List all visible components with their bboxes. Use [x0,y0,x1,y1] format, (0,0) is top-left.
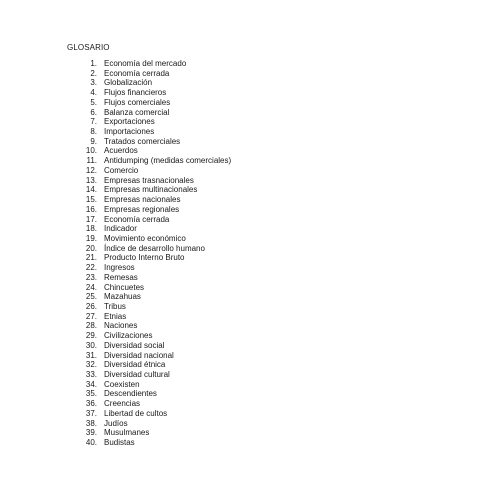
list-item-number: 12. [85,165,97,175]
list-item-text: Naciones [104,321,138,331]
list-item [80,215,231,225]
list-item-number: 11. [86,156,97,166]
list-item-text: Coexisten [104,379,140,389]
list-item-number: 7. [90,117,97,127]
list-item-text: Libertad de cultos [104,408,168,418]
list-item-number: 25. [85,292,97,302]
list-item [80,146,231,156]
list-item [80,78,231,88]
list-item-number: 26. [85,301,97,311]
list-item-text: Importaciones [104,127,155,137]
list-item-number: 8. [90,127,97,137]
list-item-number: 34. [85,379,97,389]
list-item-text: Budistas [104,438,135,448]
list-item-text: Descendientes [104,389,157,399]
list-item-text: Creencias [104,399,141,409]
list-item-text: Indicador [104,224,137,234]
list-item-text: Judíos [104,418,128,428]
list-item-text: Ingresos [104,263,135,273]
list-item-number: 38. [85,418,97,428]
list-item-number: 3. [90,78,97,88]
list-item [80,438,231,448]
list-item-number: 13. [85,175,97,185]
list-item-number: 17. [85,214,97,224]
list-item-text: Acuerdos [104,146,138,156]
page-title: GLOSARIO [67,43,110,52]
list-item-number: 10. [85,146,97,156]
list-item-text: Diversidad nacional [104,350,174,360]
list-item [80,234,231,244]
list-item [80,380,231,390]
list-item-text: Antidumping (medidas comerciales) [104,156,232,166]
list-item-text: Exportaciones [104,117,155,127]
list-item-number: 31. [85,350,97,360]
list-item [80,59,231,69]
list-item-text: Empresas trasnacionales [104,175,194,185]
list-item-text: Movimiento económico [104,233,186,243]
list-item-number: 24. [85,282,97,292]
list-item-number: 2. [90,68,97,78]
list-item [80,283,231,293]
list-item [80,263,231,273]
list-item-text: Balanza comercial [104,107,170,117]
list-item-number: 15. [85,195,97,205]
list-item-number: 32. [85,360,97,370]
list-item-text: Diversidad cultural [104,370,170,379]
list-item-text: Empresas multinacionales [104,185,198,195]
list-item [80,302,231,312]
list-item [80,341,231,351]
list-item-text: Comercio [104,165,139,175]
list-item-number: 20. [85,243,97,253]
list-item-number: 9. [90,136,97,146]
list-item [80,419,231,429]
list-item-number: 33. [85,370,97,379]
list-item [80,253,231,263]
list-item-number: 21. [85,253,97,263]
list-item [80,88,231,98]
list-item [80,292,231,302]
list-item-text: Economía cerrada [104,214,170,224]
list-item [80,360,231,370]
list-item [80,399,231,409]
list-item [80,370,231,380]
list-item-number: 36. [85,399,97,409]
list-item-text: Globalización [104,78,153,88]
list-item-number: 22. [85,263,97,273]
list-item-number: 28. [85,321,97,331]
list-item [80,244,231,254]
glossary-list [80,59,231,448]
list-item-number: 16. [85,204,97,214]
list-item-text: Diversidad social [104,340,165,350]
list-item-number: 14. [85,185,97,195]
list-item [80,117,231,127]
list-item-text: Civilizaciones [104,331,153,341]
list-item-number: 6. [90,107,97,117]
list-item-text: Etnias [104,311,127,321]
list-item [80,273,231,283]
list-item [80,312,231,322]
list-item-text: Tribus [104,301,126,311]
list-item [80,351,231,361]
list-item-text: Chincuetes [104,282,145,292]
list-item [80,127,231,137]
list-item [80,205,231,215]
list-item-number: 40. [85,438,97,448]
list-item [80,176,231,186]
list-item [80,185,231,195]
list-item [80,321,231,331]
list-item-text: Índice de desarrollo humano [104,243,205,253]
list-item-text: Empresas regionales [104,204,180,214]
list-item-number: 18. [85,224,97,234]
list-item-number: 1. [90,59,97,68]
list-item [80,137,231,147]
list-item-text: Mazahuas [104,292,141,302]
list-item-text: Economía del mercado [104,59,187,68]
list-item [80,331,231,341]
list-item [80,224,231,234]
list-item [80,166,231,176]
list-item-number: 23. [85,272,97,282]
list-item [80,108,231,118]
list-item-number: 39. [85,428,97,438]
list-item [80,389,231,399]
list-item-text: Musulmanes [104,428,150,438]
list-item-number: 30. [85,340,97,350]
list-item-text: Remesas [104,272,138,282]
list-item [80,195,231,205]
list-item [80,409,231,419]
list-item-text: Economía cerrada [104,68,170,78]
list-item-number: 4. [90,88,97,98]
list-item-text: Producto Interno Bruto [104,253,185,263]
list-item-number: 29. [85,331,97,341]
list-item-number: 35. [85,389,97,399]
list-item-number: 19. [85,233,97,243]
list-item-number: 5. [90,97,97,107]
list-item [80,98,231,108]
list-item-text: Flujos comerciales [104,97,171,107]
list-item-number: 37. [85,408,97,418]
list-item [80,428,231,438]
list-item-text: Tratados comerciales [104,136,181,146]
list-item-text: Flujos financieros [104,88,167,98]
list-item-text: Empresas nacionales [104,195,181,205]
list-item-text: Diversidad étnica [104,360,166,370]
list-item [80,156,231,166]
list-item-number: 27. [85,311,97,321]
list-item [80,69,231,79]
